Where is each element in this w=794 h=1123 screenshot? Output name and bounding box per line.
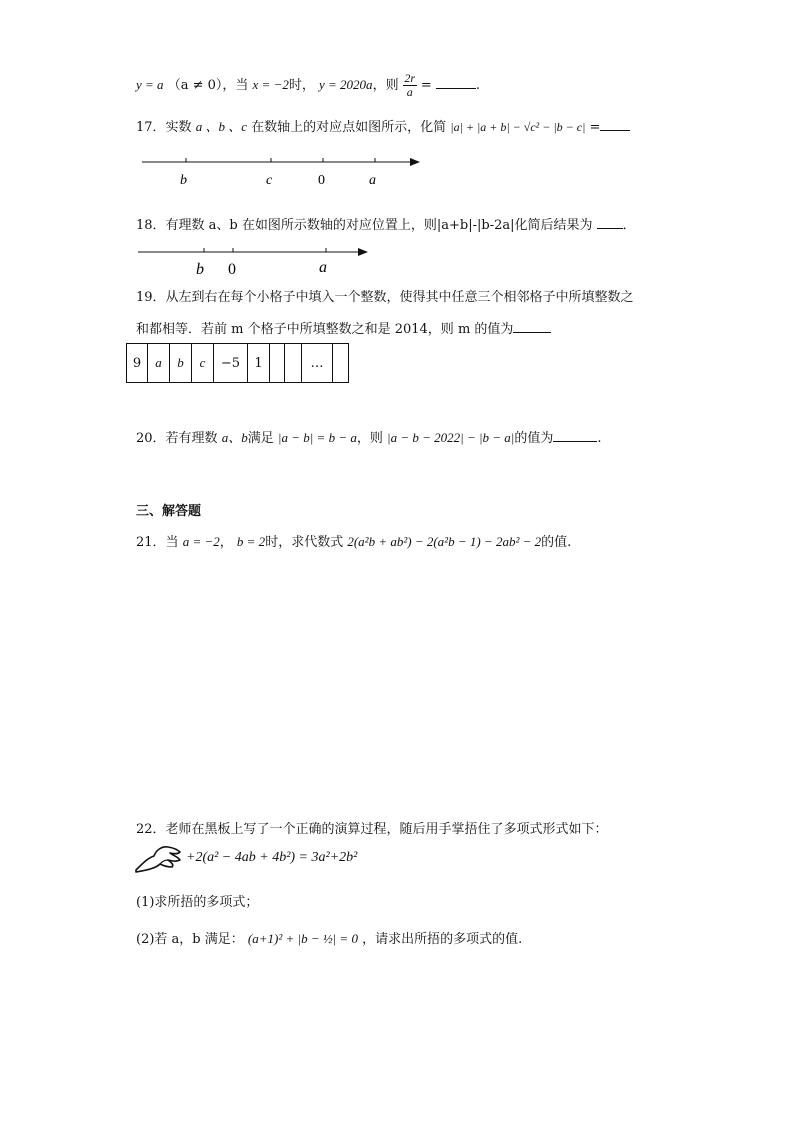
q20-text-b: 满足 — [247, 431, 274, 446]
q17-label-c: c — [266, 173, 273, 188]
q19-cell: c — [192, 344, 214, 383]
q17-label-a: a — [369, 173, 376, 188]
q16-frac-num: 2r — [404, 71, 416, 85]
q22-part1: (1)求所捂的多项式； — [136, 895, 259, 910]
q20-line: 20．若有理数 a、b满足 |a − b| = b − a，则 |a − b − 2022| − |b − a|的值为 . — [136, 430, 602, 446]
q19-cell: … — [302, 344, 333, 383]
q17-line — [136, 116, 630, 135]
q19-text-line2: 和都相等．若前 m 个格子中所填整数之和是 2014，则 m 的值为 — [136, 322, 514, 337]
q16-fraction — [403, 72, 417, 99]
q19-answer-blank[interactable] — [513, 320, 551, 333]
q22-part2-expr: (a+1)² + |b − ½| = 0 — [247, 931, 358, 946]
q21-a-val: a = −2 — [182, 534, 220, 549]
q21-line — [136, 531, 571, 550]
q19-cell — [333, 344, 349, 383]
q18-axis-arrow — [358, 248, 368, 256]
q22-part2-text-a: (2)若 a，b 满足： — [136, 932, 244, 947]
q19-cell: a — [148, 344, 170, 383]
q19-cell — [285, 344, 302, 383]
q19-cell: 9 — [127, 344, 148, 383]
q16-equals: = — [420, 78, 432, 93]
q19-cell — [270, 344, 285, 383]
q19-number: 19． — [136, 290, 166, 305]
q22-part2-line — [136, 928, 522, 947]
q22-part2-text-b: ，请求出所捂的多项式的值. — [362, 932, 523, 947]
q18-label-b: b — [196, 261, 204, 278]
q16-x-eq: x = −2 — [252, 77, 289, 92]
q17-equals: = — [589, 120, 601, 135]
q16-cond: （a ≠ 0） — [167, 78, 223, 93]
q22-line — [136, 818, 608, 837]
q17-number-line — [140, 152, 440, 192]
q19-text-line1: 从左到右在每个小格子中填入一个整数，使得其中任意三个相邻格子中所填整数之 — [165, 290, 634, 305]
hand-icon — [134, 840, 184, 874]
q16-then: ，则 — [372, 78, 399, 93]
q21-text-a: 当 — [165, 535, 179, 550]
q17-text-after: 在数轴上的对应点如图所示，化简 — [251, 120, 447, 135]
section-title: 三、解答题 — [136, 504, 202, 519]
q18-answer-blank[interactable] — [597, 216, 623, 229]
q17-expr: |a| + |a + b| − √c² − |b − c| — [450, 120, 586, 134]
q21-b-val: b = 2 — [236, 534, 266, 549]
q17-label-0: 0 — [318, 173, 325, 188]
q16-y-eq: y = a — [136, 77, 164, 92]
section-heading — [136, 500, 201, 519]
q17-number: 17． — [136, 120, 166, 135]
q18-label-a: a — [319, 259, 327, 276]
q16-frac-den: a — [406, 85, 413, 99]
q19-grid-row — [127, 344, 349, 383]
q17-answer-blank[interactable] — [600, 118, 630, 131]
q20-expr: |a − b − 2022| − |b − a| — [387, 430, 515, 445]
q18-label-0: 0 — [228, 261, 236, 278]
q20-text-c: ，则 — [356, 431, 383, 446]
q19-cell: b — [170, 344, 192, 383]
q19-grid — [126, 343, 349, 383]
q18-line: 18．有理数 a、b 在如图所示数轴的对应位置上，则|a+b|-|b-2a|化简后结果为 ． — [136, 218, 636, 233]
q20-cond: |a − b| = b − a — [277, 430, 357, 445]
q21-number: 21． — [136, 535, 166, 550]
q20-number: 20． — [136, 431, 166, 446]
q18-number-line — [136, 244, 386, 278]
q22-number: 22． — [136, 822, 166, 837]
q20-vars: a、b — [221, 430, 248, 445]
q17-axis-arrow — [410, 158, 420, 166]
q22-text: 老师在黑板上写了一个正确的演算过程，随后用手掌捂住了多项式形式如下： — [165, 822, 608, 837]
q18-text: 有理数 a、b 在如图所示数轴的对应位置上，则|a+b|-|b-2a|化简后结果为 — [165, 218, 593, 233]
q21-sep: ， — [219, 535, 233, 550]
q16-time: 时， — [288, 78, 315, 93]
q21-text-c: 的值. — [541, 535, 572, 550]
q16-y-val: y = 2020a — [319, 77, 373, 92]
q20-text-d: 的值为 — [514, 431, 554, 446]
q20-answer-blank[interactable] — [553, 429, 597, 442]
q19-line2 — [136, 318, 551, 337]
q19-cell: 1 — [248, 344, 270, 383]
q17-vars: a 、b 、c — [195, 119, 247, 134]
q19-line1 — [136, 286, 634, 305]
q16-line: y = a （a ≠ 0），当 x = −2时， y = 2020a，则 $\frac{2r}{a}$ = . — [136, 71, 481, 99]
q21-text-b: 时，求代数式 — [265, 535, 344, 550]
q22-equation: +2(a² − 4ab + 4b²) = 3a²+2b² — [186, 850, 358, 865]
q21-expr: 2(a²b + ab²) − 2(a²b − 1) − 2ab² − 2 — [347, 534, 542, 549]
q16-when: ，当 — [222, 78, 249, 93]
q17-text-before: 实数 — [165, 120, 192, 135]
q16-answer-blank[interactable] — [436, 76, 476, 89]
q19-cell: −5 — [214, 344, 248, 383]
q17-label-b: b — [180, 173, 187, 188]
q18-number: 18． — [136, 218, 166, 233]
q20-text-a: 若有理数 — [165, 431, 218, 446]
